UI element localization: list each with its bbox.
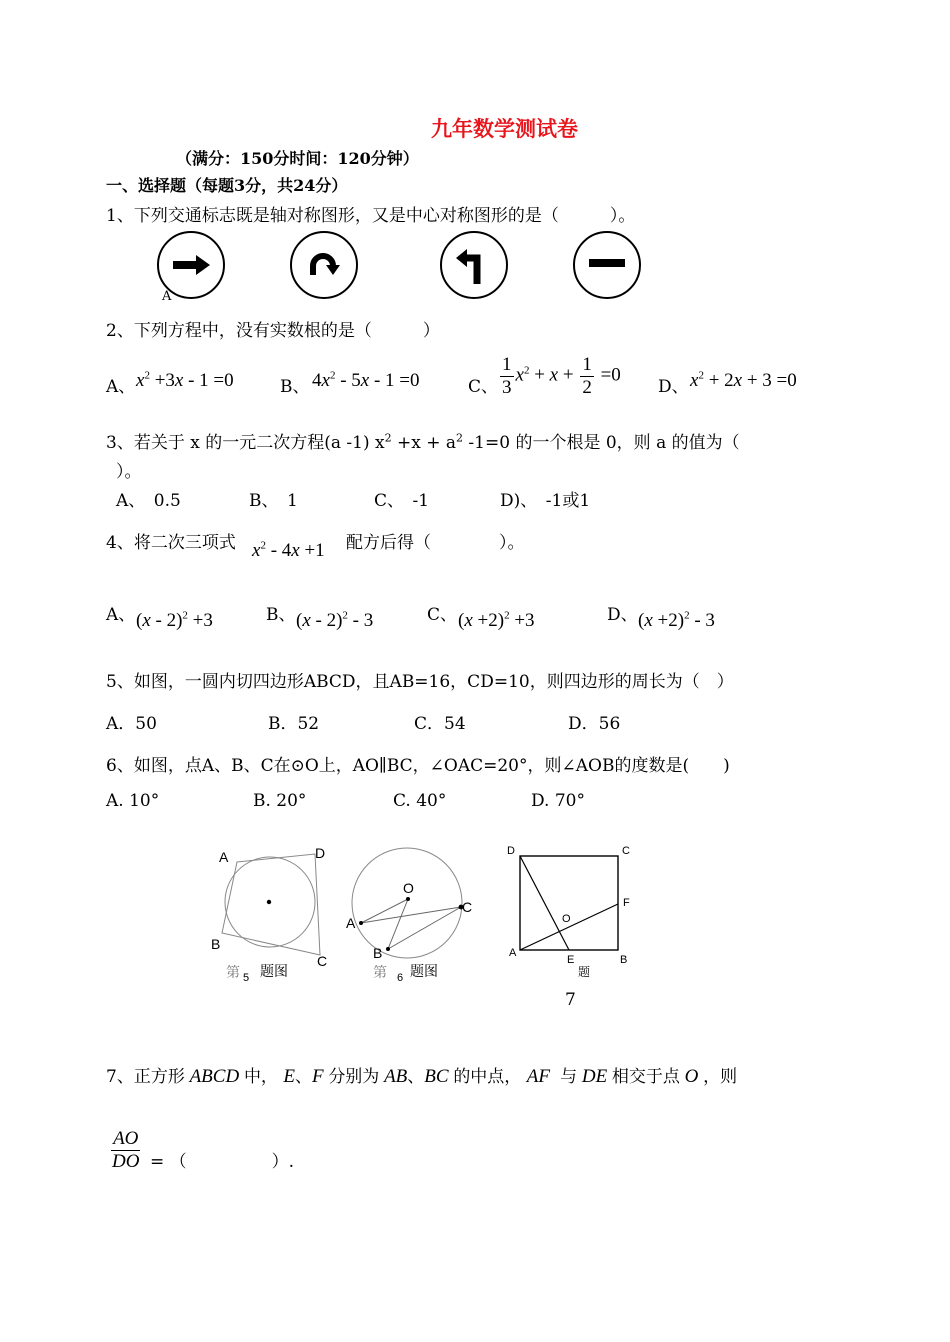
q4-option-b-label: B、 (266, 605, 296, 625)
q7-ratio: $\frac{AO}{DO}$ (112, 1128, 140, 1172)
q6-option-d: D. 70° (531, 791, 585, 811)
fig6-label-c: C (462, 899, 473, 915)
q6-option-b: B. 20° (253, 791, 307, 811)
q4-option-c-expr: $(x +2)^2 +3$ (458, 609, 535, 631)
fig7-label-f: F (623, 897, 630, 909)
q3-option-a: A、 0.5 (116, 491, 181, 511)
q4-option-d-expr: $(x +2)^2 - 3$ (638, 609, 715, 631)
q3-option-b: B、 1 (249, 491, 298, 511)
u-turn-icon (289, 230, 361, 302)
question-6-stem: 6、如图，点A、B、C在⊙O上，AO∥BC，∠OAC=20°，则∠AOB的度数是( ) (106, 756, 730, 776)
fig7-label-b: B (620, 954, 628, 966)
q3-option-d: D)、 -1或1 (500, 491, 591, 511)
question-4-stem-end: 配方后得（ ）。 (346, 533, 525, 553)
sign-c (439, 230, 511, 302)
q7-answer-blank: = （ ）. (150, 1152, 295, 1172)
fig5-label-d: D (315, 845, 326, 861)
question-5-stem: 5、如图，一圆内切四边形ABCD，且AB=16，CD=10，则四边形的周长为（ ） (106, 672, 734, 692)
sign-b (289, 230, 361, 302)
fig6-number: 6 (397, 972, 404, 984)
q4-option-d-label: D、 (607, 605, 638, 625)
q6-option-c: C. 40° (393, 791, 447, 811)
fig7-label-c: C (622, 845, 630, 857)
q4-option-c-label: C、 (427, 605, 458, 625)
fig7-caption: 题 (578, 965, 591, 979)
q2-option-d-equation: $x^2 + 2x + 3 =0$ (690, 369, 797, 391)
q5-option-c: C．54 (414, 714, 466, 734)
q6-option-a: A. 10° (106, 791, 160, 811)
fig5-label-c: C (317, 953, 328, 969)
q2-option-a-equation: $x^2 +3x - 1 =0$ (136, 369, 234, 391)
fig6-label-a: A (346, 915, 356, 931)
question-7-stem: 7、正方形 ABCD 中， E、F 分别为 AB、BC 的中点， AF 与 DE 相交于点 O ，则 (106, 1066, 738, 1087)
fig6-caption-prefix: 第 (373, 964, 387, 980)
q4-option-a-label: A、 (106, 605, 136, 625)
left-turn-icon (439, 230, 511, 302)
question-2-stem: 2、下列方程中，没有实数根的是（ ） (106, 321, 440, 341)
q2-option-d-label: D、 (658, 377, 689, 397)
page-subtitle: （满分：150分时间：120分钟） (176, 149, 419, 168)
q2-option-c-equation: $\frac{1}{3}$ $x^2 + x$ + $\frac{1}{2}$ =0 (502, 354, 621, 398)
fig7-label-d: D (507, 845, 515, 857)
question-4-stem: 4、将二次三项式 (106, 533, 236, 553)
fig6-label-o: O (403, 880, 414, 896)
question-1-stem: 1、下列交通标志既是轴对称图形，又是中心对称图形的是（ ）。 (106, 206, 636, 226)
q3-option-c: C、 -1 (374, 491, 430, 511)
q5-option-a: A．50 (106, 714, 157, 734)
q4-option-a-expr: (x - 2)$^2$ +3 (136, 609, 213, 631)
q2-option-c-label: C、 (468, 377, 499, 397)
fig6-label-b: B (373, 945, 383, 961)
q4-option-b-expr: (x - 2)$^2$ - 3 (296, 609, 374, 631)
fig6-caption: 题图 (410, 963, 438, 979)
fig5-caption-prefix: 第 (226, 964, 240, 980)
fig7-label-o: O (562, 913, 571, 925)
section-heading: 一、选择题（每题3分，共24分） (106, 176, 348, 195)
q2-option-b-equation: $4x^2 - 5x - 1 =0$ (312, 369, 420, 391)
fig5-label-b: B (211, 936, 221, 952)
fig7-number: 7 (565, 990, 576, 1010)
fig5-caption: 题图 (260, 963, 288, 979)
no-entry-icon (572, 230, 644, 302)
question-3-stem: 3、若关于 x 的一元二次方程(a -1) $x^2 +x + a^2$ -1=0 的一个根是 0，则 a 的值为（ (106, 431, 740, 453)
fig5-number: 5 (243, 972, 250, 984)
sign-d (572, 230, 644, 302)
q5-option-b: B．52 (268, 714, 320, 734)
page-title: 九年数学测试卷 (431, 116, 578, 141)
fig7-label-a: A (509, 947, 517, 959)
q5-option-d: D．56 (568, 714, 621, 734)
fig7-label-e: E (567, 954, 575, 966)
question-3-stem-end: ）。 (116, 462, 142, 482)
sign-a-label: A (162, 289, 172, 304)
figure-6-diagram (345, 845, 475, 965)
fig5-label-a: A (219, 849, 229, 865)
figure-7-diagram (515, 850, 625, 955)
q2-option-a-label: A、 (106, 377, 136, 397)
q4-trinomial: $x^2 - 4x +1$ (252, 539, 325, 561)
q2-option-b-label: B、 (280, 377, 310, 397)
